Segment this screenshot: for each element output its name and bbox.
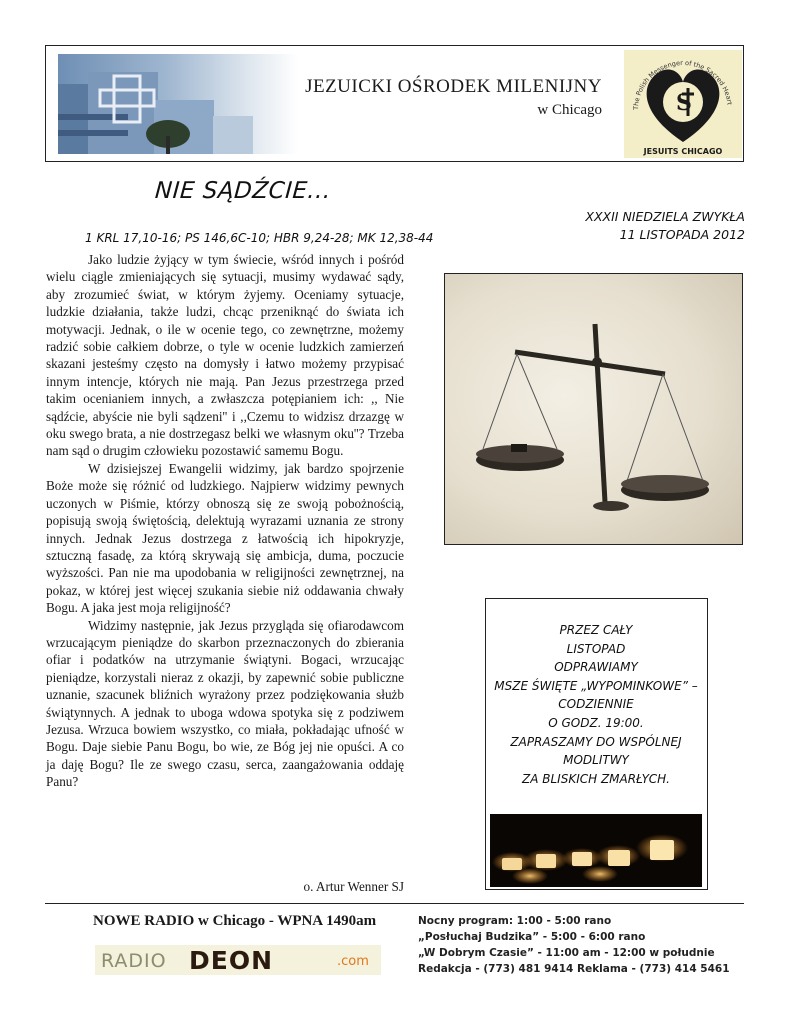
readings-line: 1 KRL 17,10-16; PS 146,6C-10; HBR 9,24-28; MK 12,38-44 xyxy=(85,231,434,245)
jesuits-chicago-logo xyxy=(624,50,742,158)
notice-text xyxy=(486,621,706,788)
article-paragraph: Widzimy następnie, jak Jezus przygląda się ofiarodawcom wrzucającym pieniądze do skarbon przeznaczonych do zbierania ofiar i podatków na utrzymanie świątyni. Bogaci, wrzucając pieniądze, korzystali nieraz z okazji, by zapewnić sobie publiczne uznanie, szacunek bliźnich wyrażony przez podziękowania służb świątynnych. A jednak to uboga wdowa spotyka się z podziwem Jezusa. Wrzuca bowiem wszystko, co miała, pokładając ufność w Bogu. Daje siebie Panu Bogu, bo wie, ze Bóg jej nie opuści. A co ja daję Bogu? Ile ze swego czasu, serca, zaangażowania oddaję Panu? xyxy=(46,617,404,790)
notice-line: ODPRAWIAMY xyxy=(554,660,638,675)
article-title: NIE SĄDŹCIE... xyxy=(154,178,332,204)
footer-divider xyxy=(45,903,744,904)
radio-schedule xyxy=(418,913,748,977)
header-subtitle: w Chicago xyxy=(537,102,602,118)
article-paragraph: W dzisiejszej Ewangelii widzimy, jak bardzo spojrzenie Boże może się różnić od ludzkiego. Najpierw widzimy pewnych uczonych w Piśmie, którzy obnoszą się ze swoją pobożnością, popisują swoją świętością, delektują wyrazami uznania ze strony innych. Jednak Jezus dostrzega z łatwością ich hipokryzje, sztuczną fasadę, za którą skrywają się ambicja, duma, poczucie wyższości. Pan nie ma upodobania w religijności zewnętrznej, na pokaz, w której jest więcej szukania siebie niż oddawania chwały Bogu. A jaka jest moja religijność? xyxy=(46,460,404,616)
schedule-line: Nocny program: 1:00 - 5:00 rano xyxy=(418,915,612,927)
article-signature: o. Artur Wenner SJ xyxy=(303,879,404,894)
radio-logo-part2: DEON xyxy=(189,946,274,975)
notice-line: ZA BLISKICH ZMARŁYCH. xyxy=(522,771,670,786)
notice-line: ZAPRASZAMY DO WSPÓLNEJ xyxy=(510,734,682,749)
notice-line: MSZE ŚWIĘTE „WYPOMINKOWE” – xyxy=(494,678,698,693)
sunday-label xyxy=(560,208,745,244)
logo-arc-text: The Polish Messenger of the Sacred Heart xyxy=(631,58,734,111)
article-body xyxy=(46,251,404,791)
church-photo xyxy=(58,54,298,154)
header-title: JEZUICKI OŚRODEK MILENIJNY xyxy=(305,76,602,97)
radio-logo-part3: .com xyxy=(337,954,369,969)
schedule-line: „Posłuchaj Budzika” - 5:00 - 6:00 rano xyxy=(418,931,646,943)
header-box xyxy=(45,45,744,162)
notice-line: CODZIENNIE xyxy=(558,697,634,712)
notice-line: PRZEZ CAŁY xyxy=(559,623,633,637)
notice-line: O GODZ. 19:00. xyxy=(548,715,644,730)
sunday-date: 11 LISTOPADA 2012 xyxy=(619,227,745,242)
article-paragraph: Jako ludzie żyjący w tym świecie, wśród innych i pośród wielu ciągle zmieniających się sytuacji, musimy wydawać sądy, aby zrozumieć świat, w którym żyjemy. Oceniamy sytuacje, ludzkie działania, także ludzi, chcąc przeniknąć do świata ich motywacji. Jednak, o ile w ocenie tego, co zewnętrzne, możemy radzić sobie całkiem dobrze, o tyle w ocenie ludzkich zamierzeń skazani jesteśmy często na domysły i łatwo możemy przypisać innym intencje, których nie mają. Pan Jezus przestrzega przed takim ocenianiem innych, a zwłaszcza potępianiem ich: ,, Nie sądźcie, abyście nie byli sądzeni'' i ,,Czemu to widzisz drzazgę w oku swego brata, a nie dostrzegasz belki we własnym oku''? Trzeba nam sąd o drugim człowieku pozostawić samemu Bogu. xyxy=(46,252,404,459)
schedule-line: Redakcja - (773) 481 9414 Reklama - (773) 414 5461 xyxy=(418,963,730,975)
notice-line: LISTOPAD xyxy=(566,641,626,656)
radio-logo-part1: RADIO xyxy=(101,950,167,972)
notice-line: MODLITWY xyxy=(563,753,629,768)
logo-sub-text: JESUITS CHICAGO xyxy=(643,147,723,156)
scales-photo xyxy=(444,273,743,545)
radio-deon-logo xyxy=(95,945,381,975)
candles-photo xyxy=(490,814,702,887)
schedule-line: „W Dobrym Czasie” - 11:00 am - 12:00 w południe xyxy=(418,947,715,959)
notice-box xyxy=(485,598,708,890)
svg-text:S: S xyxy=(676,90,692,116)
radio-title: NOWE RADIO w Chicago - WPNA 1490am xyxy=(93,913,377,929)
sunday-name: XXXII NIEDZIELA ZWYKŁA xyxy=(585,209,745,224)
